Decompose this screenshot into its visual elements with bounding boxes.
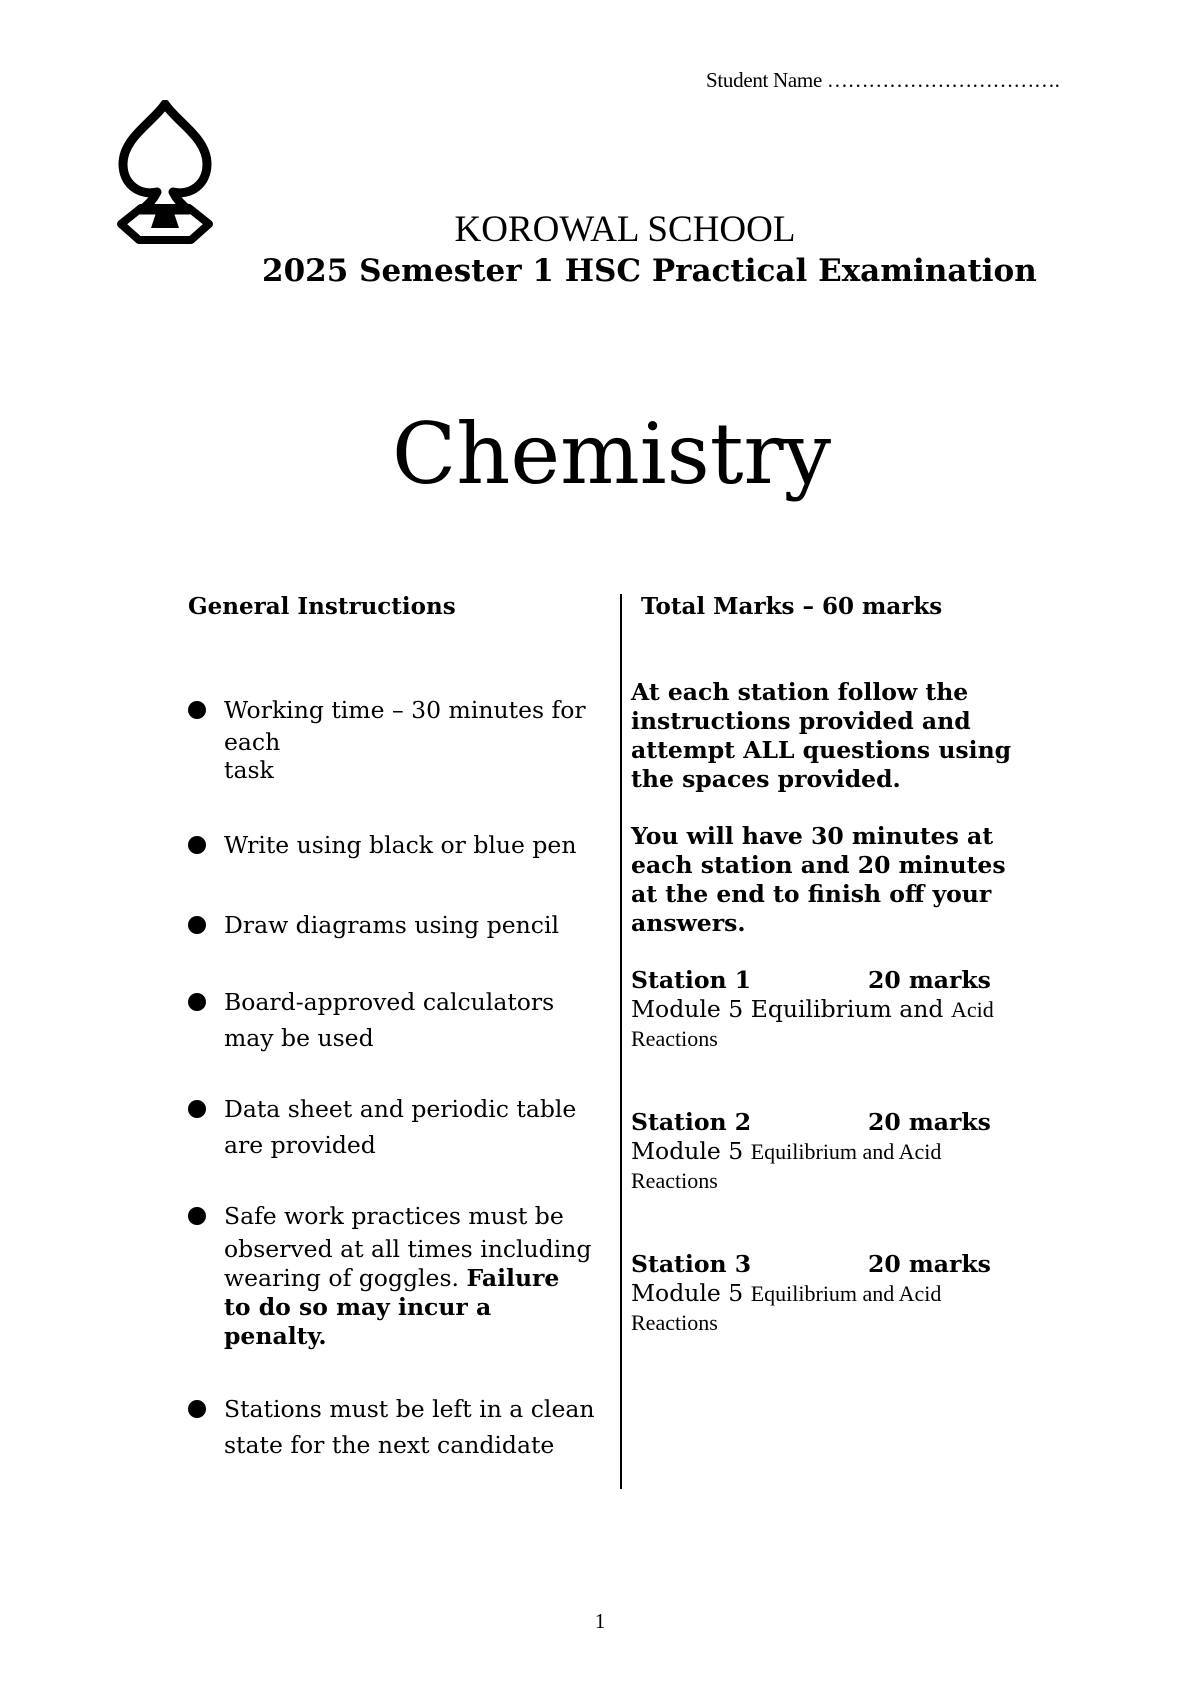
station-marks: 20 marks <box>868 1108 991 1136</box>
instruction-text: Safe work practices must be <box>224 1202 564 1230</box>
instruction-text: Stations must be left in a clean <box>224 1395 595 1423</box>
paragraph-line: the spaces provided. <box>631 765 901 793</box>
penalty-warning: penalty. <box>224 1322 327 1350</box>
instruction-text: task <box>224 756 274 784</box>
station-name: Station 2 <box>631 1108 752 1136</box>
bullet-icon <box>188 1100 206 1118</box>
station-instructions <box>631 678 1051 794</box>
penalty-warning: to do so may incur a <box>224 1293 492 1321</box>
instruction-item <box>224 1391 624 1463</box>
instruction-item <box>224 984 624 1056</box>
station-1 <box>631 966 1051 1053</box>
subject-title: Chemistry <box>392 405 832 503</box>
school-name: KOROWAL SCHOOL <box>454 209 796 250</box>
page-number: 1 <box>594 1609 606 1633</box>
bullet-icon <box>188 1207 206 1225</box>
paragraph-line: each station and 20 minutes <box>631 851 1006 879</box>
exam-title: 2025 Semester 1 HSC Practical Examination <box>262 253 1037 289</box>
instruction-text: state for the next candidate <box>224 1431 555 1459</box>
instruction-text: Draw diagrams using pencil <box>224 911 559 939</box>
station-module: Module 5 <box>631 1137 744 1165</box>
penalty-warning: Failure <box>466 1264 560 1292</box>
instruction-item <box>224 827 624 863</box>
instruction-text: wearing of goggles. <box>224 1264 459 1292</box>
instruction-text: Board-approved calculators <box>224 988 555 1016</box>
instruction-text: Data sheet and periodic table <box>224 1095 577 1123</box>
instruction-item <box>224 907 624 943</box>
instruction-text: each <box>224 728 281 756</box>
paragraph-line: attempt ALL questions using <box>631 736 1012 764</box>
student-name-field: Student Name ……………………………. <box>706 68 1060 92</box>
station-name: Station 3 <box>631 1250 752 1278</box>
station-3 <box>631 1250 1051 1337</box>
bullet-icon <box>188 701 206 719</box>
paragraph-line: at the end to finish off your <box>631 880 992 908</box>
instruction-text: observed at all times including <box>224 1235 592 1263</box>
station-marks: 20 marks <box>868 1250 991 1278</box>
instruction-text: Working time – 30 minutes for <box>224 696 586 724</box>
station-marks: 20 marks <box>868 966 991 994</box>
bullet-icon <box>188 993 206 1011</box>
instruction-item <box>224 1198 624 1351</box>
general-instructions-heading: General Instructions <box>188 593 456 620</box>
instruction-text: Write using black or blue pen <box>224 831 577 859</box>
station-module: Reactions <box>631 1026 718 1051</box>
total-marks-heading: Total Marks – 60 marks <box>641 593 943 620</box>
instruction-item <box>224 1091 624 1163</box>
station-module: Reactions <box>631 1168 718 1193</box>
instruction-text: may be used <box>224 1024 374 1052</box>
time-instructions <box>631 822 1051 938</box>
station-name: Station 1 <box>631 966 752 994</box>
bullet-icon <box>188 836 206 854</box>
paragraph-line: instructions provided and <box>631 707 971 735</box>
station-module: Acid <box>950 997 994 1022</box>
instruction-text: are provided <box>224 1131 376 1159</box>
station-module: Equilibrium and Acid <box>750 1281 942 1306</box>
station-module: Reactions <box>631 1310 718 1335</box>
station-2 <box>631 1108 1051 1195</box>
station-module: Equilibrium and Acid <box>750 1139 942 1164</box>
bullet-icon <box>188 1400 206 1418</box>
bullet-icon <box>188 916 206 934</box>
paragraph-line: You will have 30 minutes at <box>631 822 994 850</box>
paragraph-line: answers. <box>631 909 746 937</box>
paragraph-line: At each station follow the <box>631 678 969 706</box>
station-module: Module 5 Equilibrium and <box>631 995 944 1023</box>
instruction-item <box>224 692 624 784</box>
station-module: Module 5 <box>631 1279 744 1307</box>
